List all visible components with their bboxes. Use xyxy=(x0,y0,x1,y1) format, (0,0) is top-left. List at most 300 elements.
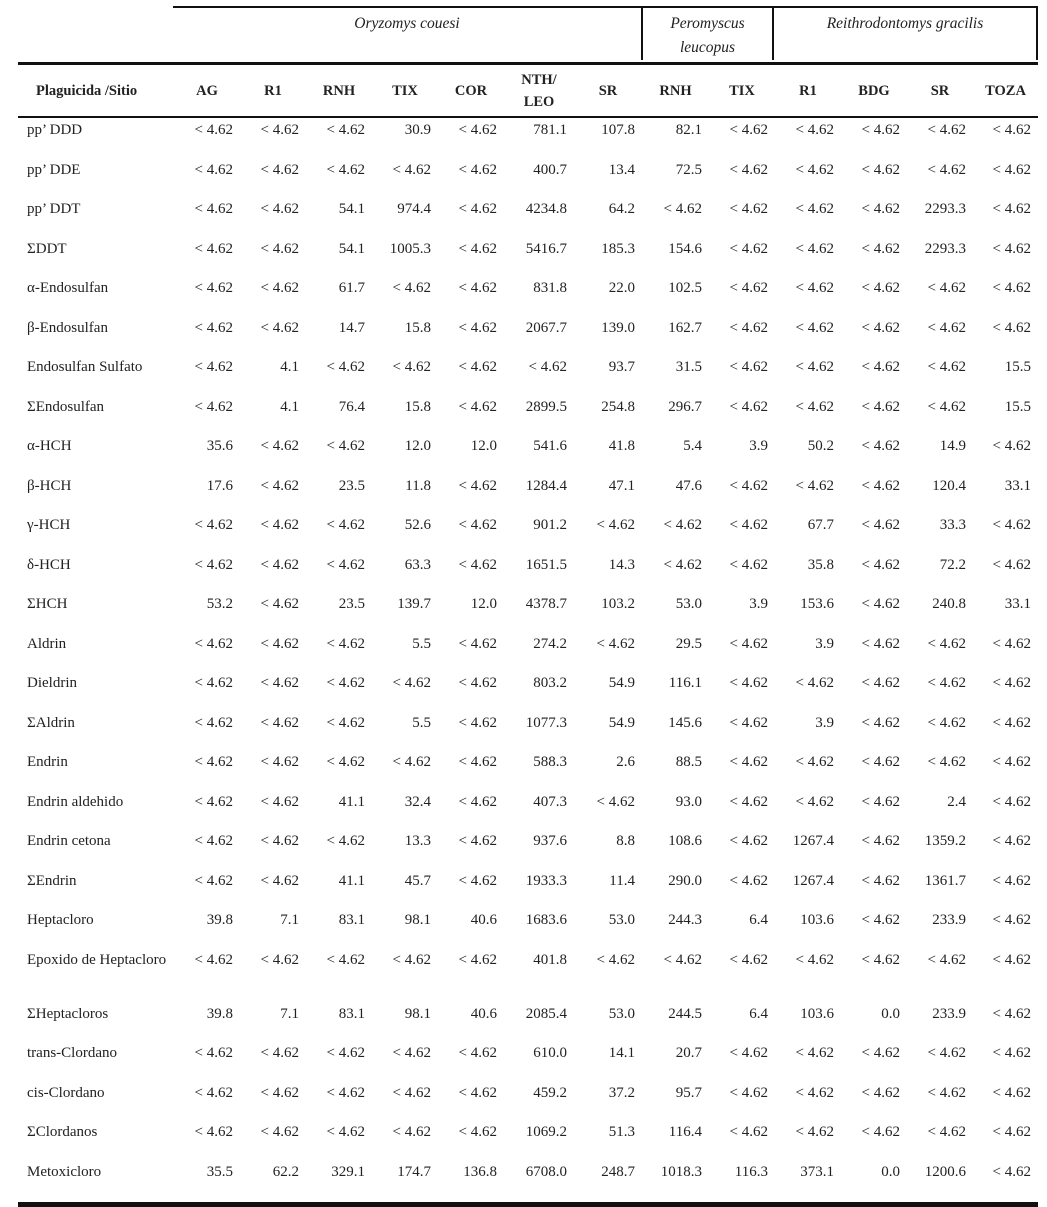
table-cell: 102.5 xyxy=(668,280,702,296)
table-cell: 39.8 xyxy=(206,1005,233,1022)
table-cell: < 4.62 xyxy=(260,635,299,652)
pesticide-name: β-HCH xyxy=(27,477,72,494)
pesticide-name: Dieldrin xyxy=(27,675,77,691)
table-cell: 4234.8 xyxy=(525,201,567,217)
table-cell: 98.1 xyxy=(404,1005,431,1022)
table-cell: < 4.62 xyxy=(927,635,966,652)
table-cell: < 4.62 xyxy=(861,912,900,928)
table-row xyxy=(18,316,1038,356)
table-cell: 407.3 xyxy=(533,793,567,810)
table-cell: 93.0 xyxy=(675,793,702,810)
table-cell: < 4.62 xyxy=(861,1084,900,1101)
table-cell: < 4.62 xyxy=(927,714,966,731)
table-row xyxy=(18,1002,1038,1042)
table-cell: < 4.62 xyxy=(861,359,900,375)
table-cell: 76.4 xyxy=(338,398,365,415)
table-cell: < 4.62 xyxy=(194,793,233,810)
table-cell: 20.7 xyxy=(675,1045,702,1061)
pesticide-name: Endosulfan Sulfato xyxy=(27,359,143,375)
table-cell: < 4.62 xyxy=(392,1045,431,1061)
table-cell: < 4.62 xyxy=(861,280,900,296)
table-cell: < 4.62 xyxy=(392,280,431,296)
table-cell: 40.6 xyxy=(470,912,497,928)
table-cell: < 4.62 xyxy=(992,754,1031,770)
table-cell: 62.2 xyxy=(272,1163,299,1180)
column-header: R1 xyxy=(240,65,306,117)
table-cell: < 4.62 xyxy=(596,793,635,810)
table-cell: < 4.62 xyxy=(194,1124,233,1140)
table-cell: 185.3 xyxy=(601,240,635,257)
table-cell: < 4.62 xyxy=(861,951,900,968)
table-cell: 40.6 xyxy=(470,1005,497,1022)
table-cell: 35.6 xyxy=(206,438,233,454)
table-cell: < 4.62 xyxy=(861,477,900,494)
table-cell: < 4.62 xyxy=(861,556,900,573)
table-cell: < 4.62 xyxy=(326,122,365,138)
table-cell: < 4.62 xyxy=(458,161,497,178)
table-cell: < 4.62 xyxy=(795,122,834,138)
table-cell: < 4.62 xyxy=(992,517,1031,533)
table-cell: < 4.62 xyxy=(729,635,768,652)
table-cell: < 4.62 xyxy=(260,596,299,612)
table-cell: < 4.62 xyxy=(861,517,900,533)
table-row xyxy=(18,1081,1038,1121)
table-cell: 116.4 xyxy=(668,1124,702,1140)
table-cell: 1200.6 xyxy=(924,1163,966,1180)
table-cell: 116.1 xyxy=(668,675,702,691)
table-cell: 1018.3 xyxy=(660,1163,702,1180)
table-row xyxy=(18,355,1038,395)
table-cell: < 4.62 xyxy=(663,517,702,533)
table-cell: < 4.62 xyxy=(392,1084,431,1101)
table-cell: < 4.62 xyxy=(260,280,299,296)
table-cell: < 4.62 xyxy=(392,359,431,375)
table-cell: 14.3 xyxy=(608,556,635,573)
table-cell: < 4.62 xyxy=(458,675,497,691)
table-cell: 53.2 xyxy=(206,596,233,612)
table-cell: < 4.62 xyxy=(392,1124,431,1140)
column-header: NTH/ LEO xyxy=(504,65,574,117)
table-cell: < 4.62 xyxy=(194,951,233,968)
table-cell: 3.9 xyxy=(749,596,768,612)
table-cell: 2067.7 xyxy=(525,319,567,336)
table-cell: 14.7 xyxy=(338,319,365,336)
table-cell: 1361.7 xyxy=(924,872,966,889)
table-cell: < 4.62 xyxy=(795,201,834,217)
table-cell: < 4.62 xyxy=(729,161,768,178)
table-cell: 8.8 xyxy=(616,833,635,849)
table-cell: < 4.62 xyxy=(194,319,233,336)
table-cell: 781.1 xyxy=(533,122,567,138)
table-cell: 139.0 xyxy=(601,319,635,336)
table-cell: < 4.62 xyxy=(194,675,233,691)
table-cell: 1933.3 xyxy=(525,872,567,889)
table-cell: < 4.62 xyxy=(992,793,1031,810)
column-header: TIX xyxy=(709,65,775,117)
table-cell: < 4.62 xyxy=(861,714,900,731)
table-row xyxy=(18,750,1038,790)
table-cell: 15.8 xyxy=(404,319,431,336)
table-row xyxy=(18,276,1038,316)
table-cell: 136.8 xyxy=(463,1163,497,1180)
table-row xyxy=(18,632,1038,672)
table-cell: 12.0 xyxy=(470,596,497,612)
table-cell: < 4.62 xyxy=(194,359,233,375)
table-cell: 53.0 xyxy=(608,912,635,928)
table-cell: < 4.62 xyxy=(729,122,768,138)
table-row xyxy=(18,553,1038,593)
table-cell: < 4.62 xyxy=(458,1045,497,1061)
table-cell: < 4.62 xyxy=(260,833,299,849)
table-cell: < 4.62 xyxy=(392,754,431,770)
table-cell: < 4.62 xyxy=(729,833,768,849)
pesticide-name: γ-HCH xyxy=(27,517,71,533)
table-row xyxy=(18,1041,1038,1081)
table-row xyxy=(18,671,1038,711)
table-cell: < 4.62 xyxy=(795,161,834,178)
table-cell: 51.3 xyxy=(608,1124,635,1140)
table-row xyxy=(18,395,1038,435)
species-reithrodontomys-gracilis: Reithrodontomys gracilis xyxy=(774,6,1038,60)
table-cell: 0.0 xyxy=(881,1005,900,1022)
table-cell: 13.4 xyxy=(608,161,635,178)
table-cell: 5.5 xyxy=(412,635,431,652)
table-cell: 1077.3 xyxy=(525,714,567,731)
table-cell: < 4.62 xyxy=(458,398,497,415)
table-cell: < 4.62 xyxy=(729,754,768,770)
table-cell: < 4.62 xyxy=(861,1045,900,1061)
table-cell: 98.1 xyxy=(404,912,431,928)
table-cell: < 4.62 xyxy=(992,319,1031,336)
table-cell: < 4.62 xyxy=(861,596,900,612)
table-cell: < 4.62 xyxy=(458,319,497,336)
table-cell: < 4.62 xyxy=(458,793,497,810)
table-cell: < 4.62 xyxy=(458,280,497,296)
table-cell: 23.5 xyxy=(338,477,365,494)
table-cell: < 4.62 xyxy=(260,793,299,810)
table-cell: 67.7 xyxy=(807,517,834,533)
pesticide-name: pp’ DDT xyxy=(27,201,81,217)
table-cell: 33.1 xyxy=(1004,477,1031,494)
table-cell: 17.6 xyxy=(206,477,233,494)
table-cell: < 4.62 xyxy=(927,398,966,415)
table-cell: 400.7 xyxy=(533,161,567,178)
table-cell: 901.2 xyxy=(533,517,567,533)
table-cell: < 4.62 xyxy=(260,951,299,968)
table-cell: < 4.62 xyxy=(992,122,1031,138)
table-cell: < 4.62 xyxy=(260,714,299,731)
header-label: Plaguicida /Sitio xyxy=(18,65,174,117)
table-cell: < 4.62 xyxy=(392,675,431,691)
table-cell: < 4.62 xyxy=(326,1045,365,1061)
table-cell: < 4.62 xyxy=(729,556,768,573)
table-cell: < 4.62 xyxy=(992,1005,1031,1022)
table-cell: < 4.62 xyxy=(458,754,497,770)
table-cell: < 4.62 xyxy=(861,754,900,770)
table-cell: < 4.62 xyxy=(260,754,299,770)
table-cell: < 4.62 xyxy=(326,1124,365,1140)
table-cell: < 4.62 xyxy=(992,201,1031,217)
table-cell: 459.2 xyxy=(533,1084,567,1101)
table-cell: 54.1 xyxy=(338,201,365,217)
column-header: TOZA xyxy=(973,65,1038,117)
table-cell: < 4.62 xyxy=(861,240,900,257)
table-cell: 41.1 xyxy=(338,872,365,889)
table-cell: < 4.62 xyxy=(795,951,834,968)
table-row xyxy=(18,434,1038,474)
table-cell: < 4.62 xyxy=(392,951,431,968)
table-cell: 54.9 xyxy=(608,714,635,731)
table-cell: 33.1 xyxy=(1004,596,1031,612)
table-cell: < 4.62 xyxy=(458,477,497,494)
table-cell: 63.3 xyxy=(404,556,431,573)
table-cell: < 4.62 xyxy=(729,201,768,217)
column-header: R1 xyxy=(775,65,841,117)
table-cell: 588.3 xyxy=(533,754,567,770)
table-cell: 64.2 xyxy=(608,201,635,217)
table-cell: < 4.62 xyxy=(795,319,834,336)
table-cell: 233.9 xyxy=(932,1005,966,1022)
table-cell: < 4.62 xyxy=(458,122,497,138)
table-cell: 30.9 xyxy=(404,122,431,138)
table-cell: 2085.4 xyxy=(525,1005,567,1022)
table-cell: < 4.62 xyxy=(992,675,1031,691)
pesticide-name: Endrin aldehido xyxy=(27,793,124,810)
table-cell: < 4.62 xyxy=(992,635,1031,652)
table-cell: 12.0 xyxy=(470,438,497,454)
table-cell: < 4.62 xyxy=(927,319,966,336)
table-cell: < 4.62 xyxy=(458,714,497,731)
table-cell: 53.0 xyxy=(675,596,702,612)
table-cell: 290.0 xyxy=(668,872,702,889)
pesticide-name: ΣEndrin xyxy=(27,872,77,889)
table-cell: < 4.62 xyxy=(326,951,365,968)
table-cell: < 4.62 xyxy=(795,1045,834,1061)
table-cell: < 4.62 xyxy=(729,714,768,731)
pesticide-name: ΣClordanos xyxy=(27,1124,98,1140)
table-cell: < 4.62 xyxy=(458,951,497,968)
table-cell: 1267.4 xyxy=(792,872,834,889)
table-cell: < 4.62 xyxy=(326,438,365,454)
table-cell: < 4.62 xyxy=(729,477,768,494)
table-cell: < 4.62 xyxy=(194,517,233,533)
table-cell: < 4.62 xyxy=(927,1045,966,1061)
table-cell: < 4.62 xyxy=(326,675,365,691)
table-cell: < 4.62 xyxy=(194,754,233,770)
table-cell: 233.9 xyxy=(932,912,966,928)
bottom-rule xyxy=(18,1202,1038,1207)
table-row xyxy=(18,869,1038,909)
table-row xyxy=(18,474,1038,514)
table-cell: < 4.62 xyxy=(795,359,834,375)
table-cell: < 4.62 xyxy=(729,675,768,691)
pesticide-name: ΣDDT xyxy=(27,240,67,257)
table-cell: 1005.3 xyxy=(389,240,431,257)
pesticide-name: ΣAldrin xyxy=(27,714,75,731)
table-cell: < 4.62 xyxy=(194,122,233,138)
table-cell: < 4.62 xyxy=(861,872,900,889)
table-cell: 1069.2 xyxy=(525,1124,567,1140)
pesticide-name: β-Endosulfan xyxy=(27,319,108,336)
table-cell: < 4.62 xyxy=(861,122,900,138)
table-cell: 103.6 xyxy=(800,912,834,928)
table-cell: 831.8 xyxy=(533,280,567,296)
table-cell: < 4.62 xyxy=(927,122,966,138)
pesticide-name: ΣHCH xyxy=(27,596,68,612)
table-cell: < 4.62 xyxy=(663,201,702,217)
table-cell: 244.3 xyxy=(668,912,702,928)
table-cell: 41.1 xyxy=(338,793,365,810)
table-cell: < 4.62 xyxy=(596,635,635,652)
table-row xyxy=(18,711,1038,751)
table-cell: < 4.62 xyxy=(528,359,567,375)
table-cell: < 4.62 xyxy=(326,161,365,178)
table-row xyxy=(18,237,1038,277)
table-cell: < 4.62 xyxy=(729,1084,768,1101)
table-cell: < 4.62 xyxy=(458,556,497,573)
table-cell: 14.9 xyxy=(939,438,966,454)
table-cell: < 4.62 xyxy=(795,477,834,494)
table-cell: 401.8 xyxy=(533,951,567,968)
table-cell: < 4.62 xyxy=(795,398,834,415)
table-cell: 120.4 xyxy=(932,477,966,494)
table-cell: 174.7 xyxy=(397,1163,431,1180)
table-cell: 0.0 xyxy=(881,1163,900,1180)
table-cell: < 4.62 xyxy=(663,951,702,968)
table-row xyxy=(18,908,1038,948)
pesticide-name: ΣHeptacloros xyxy=(27,1005,109,1022)
table-cell: < 4.62 xyxy=(194,240,233,257)
table-cell: < 4.62 xyxy=(458,240,497,257)
table-cell: < 4.62 xyxy=(194,201,233,217)
table-cell: 52.6 xyxy=(404,517,431,533)
pesticide-name: α-Endosulfan xyxy=(27,280,109,296)
pesticide-name: Endrin cetona xyxy=(27,833,111,849)
table-cell: < 4.62 xyxy=(194,1045,233,1061)
table-cell: 2293.3 xyxy=(924,240,966,257)
table-cell: < 4.62 xyxy=(861,201,900,217)
table-cell: 72.2 xyxy=(939,556,966,573)
table-cell: < 4.62 xyxy=(795,240,834,257)
table-cell: 2.4 xyxy=(947,793,966,810)
table-row xyxy=(18,197,1038,237)
table-cell: 610.0 xyxy=(533,1045,567,1061)
table-cell: < 4.62 xyxy=(992,1045,1031,1061)
table-cell: < 4.62 xyxy=(392,161,431,178)
table-cell: 103.2 xyxy=(601,596,635,612)
column-header: SR xyxy=(574,65,642,117)
table-cell: < 4.62 xyxy=(927,1124,966,1140)
column-header: COR xyxy=(438,65,504,117)
table-cell: < 4.62 xyxy=(458,359,497,375)
species-header-row xyxy=(18,6,1038,62)
table-cell: 3.9 xyxy=(749,438,768,454)
table-cell: 4.1 xyxy=(280,398,299,415)
table-cell: < 4.62 xyxy=(992,438,1031,454)
pesticide-name: trans-Clordano xyxy=(27,1045,117,1061)
table-cell: < 4.62 xyxy=(260,240,299,257)
table-cell: < 4.62 xyxy=(927,280,966,296)
table-cell: 3.9 xyxy=(815,714,834,731)
table-cell: < 4.62 xyxy=(194,833,233,849)
column-header: RNH xyxy=(642,65,709,117)
table-cell: < 4.62 xyxy=(992,240,1031,257)
table-cell: < 4.62 xyxy=(458,1084,497,1101)
table-cell: 93.7 xyxy=(608,359,635,375)
table-cell: 373.1 xyxy=(800,1163,834,1180)
table-row xyxy=(18,948,1038,1002)
table-cell: < 4.62 xyxy=(596,517,635,533)
table-cell: 45.7 xyxy=(404,872,431,889)
table-cell: < 4.62 xyxy=(729,1124,768,1140)
table-cell: 32.4 xyxy=(404,793,431,810)
table-cell: 11.4 xyxy=(609,872,635,889)
table-cell: < 4.62 xyxy=(260,1124,299,1140)
column-header: BDG xyxy=(841,65,907,117)
table-cell: < 4.62 xyxy=(194,398,233,415)
table-cell: 53.0 xyxy=(608,1005,635,1022)
table-cell: 108.6 xyxy=(668,833,702,849)
table-row xyxy=(18,513,1038,553)
table-cell: < 4.62 xyxy=(729,319,768,336)
table-cell: < 4.62 xyxy=(326,359,365,375)
table-cell: < 4.62 xyxy=(260,319,299,336)
table-cell: 248.7 xyxy=(601,1163,635,1180)
table-cell: 82.1 xyxy=(675,122,702,138)
table-cell: 83.1 xyxy=(338,912,365,928)
table-cell: 15.8 xyxy=(404,398,431,415)
table-cell: < 4.62 xyxy=(326,833,365,849)
table-cell: 37.2 xyxy=(608,1084,635,1101)
table-cell: < 4.62 xyxy=(260,477,299,494)
table-cell: < 4.62 xyxy=(729,517,768,533)
table-cell: < 4.62 xyxy=(260,161,299,178)
table-cell: 1683.6 xyxy=(525,912,567,928)
column-header: SR xyxy=(907,65,973,117)
table-cell: 541.6 xyxy=(533,438,567,454)
column-header: RNH xyxy=(306,65,372,117)
pesticide-name: pp’ DDD xyxy=(27,122,83,138)
pesticide-name: Endrin xyxy=(27,754,68,770)
table-cell: < 4.62 xyxy=(992,161,1031,178)
table-cell: < 4.62 xyxy=(861,675,900,691)
table-cell: 13.3 xyxy=(404,833,431,849)
table-cell: 95.7 xyxy=(675,1084,702,1101)
table-cell: 296.7 xyxy=(668,398,702,415)
table-cell: < 4.62 xyxy=(260,872,299,889)
table-cell: < 4.62 xyxy=(992,1084,1031,1101)
table-cell: < 4.62 xyxy=(992,714,1031,731)
table-cell: < 4.62 xyxy=(795,1124,834,1140)
table-cell: < 4.62 xyxy=(326,754,365,770)
table-cell: 54.1 xyxy=(338,240,365,257)
table-cell: < 4.62 xyxy=(861,398,900,415)
table-cell: < 4.62 xyxy=(596,951,635,968)
table-cell: 244.5 xyxy=(668,1005,702,1022)
column-header: TIX xyxy=(372,65,438,117)
table-cell: 50.2 xyxy=(807,438,834,454)
table-cell: < 4.62 xyxy=(260,201,299,217)
table-cell: 47.1 xyxy=(608,477,635,494)
table-cell: < 4.62 xyxy=(795,675,834,691)
table-cell: < 4.62 xyxy=(861,833,900,849)
table-cell: < 4.62 xyxy=(927,161,966,178)
table-cell: < 4.62 xyxy=(458,517,497,533)
table-cell: < 4.62 xyxy=(458,635,497,652)
table-cell: 103.6 xyxy=(800,1005,834,1022)
table-cell: 1359.2 xyxy=(924,833,966,849)
table-cell: < 4.62 xyxy=(861,1124,900,1140)
